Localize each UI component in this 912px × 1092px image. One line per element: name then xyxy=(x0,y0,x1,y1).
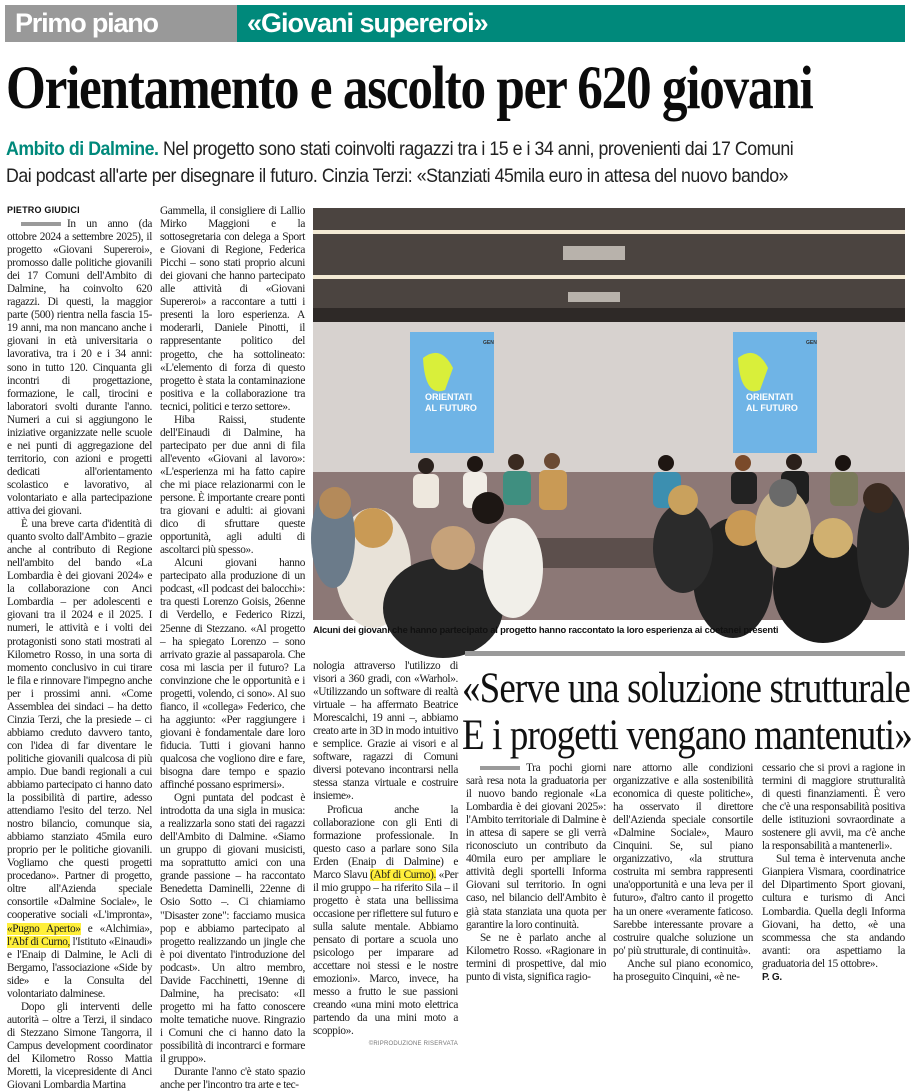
paragraph: Ogni puntata del podcast è introdotta da una sigla in musica: a realizzarla sono stati dei ragazzi dell'Ambito di Dalmine. «Siamo un gruppo di giovani musicisti, ma soprattutto amici con una grande passione – ha raccontato Benedetta Daminelli, 22enne di Osio Sotto –. Ci chiamiamo "Disaster zone": facciamo musica pop e abbiamo partecipato al progetto realizzando un jingle che è poi diventato l'introduzione del podcast». Un altro membro, Davide Facchinetti, 19enne di Dalmine, ha precisato: «Il progetto mi ha fatto conoscere molte tematiche nuove. Ringrazio i Comuni che ci hanno dato la possibilità di incontrarci e formare il gruppo». xyxy=(160,792,305,1066)
subhead-line-2: Dai podcast all'arte per disegnare il futuro. Cinzia Terzi: «Stanziati 45mila euro in attesa del nuovo bando» xyxy=(6,165,789,187)
ceiling-beam xyxy=(313,308,905,322)
paragraph: Anche sul piano economico, ha proseguito Cinquini, «è ne- xyxy=(613,957,753,983)
section-header xyxy=(5,5,905,42)
paragraph: Se ne è parlato anche al Kilometro Rosso. «Ragionare in termini di prospettive, dal mio punto di vista, significa ragio- xyxy=(466,931,606,983)
paragraph: nologia attraverso l'utilizzo di visori a 360 gradi, con «Warhol». «Utilizzando un software di realtà virtuale – ha affermato Beatrice Morescalchi, 19 anni –, abbiamo creato arte in 3D in modo intuitivo e semplice. Grazie ai visori e al software, ragazzi di Comuni diversi potevano incontrarsi nella stessa stanza virtuale e costruire insieme». xyxy=(313,660,458,803)
quote-line-1: «Serve una soluzione strutturale xyxy=(462,665,910,712)
photo-caption: Alcuni dei giovani che hanno partecipato al progetto hanno raccontato la loro esperienza ai coetanei presenti xyxy=(313,624,779,635)
byline: PIETRO GIUDICI xyxy=(7,205,80,215)
paragraph: In un anno (da ottobre 2024 a settembre 2025), il progetto «Giovani Supereroi», promosso dalle politiche giovanili dei 17 Comuni dell'Ambito di Dalmine, ha coinvolto 620 ragazzi. Di questi, la maggior parte (500) rientra nella fascia 15-19 anni, ma non mancano anche i giovani in età universitaria o lavorativa, tra i 20 e i 34 anni: sono in tutto 120. Cinquanta gli incontri di progettazione, formazione, le call, tirocini e laboratori svolti durante l'anno. Numeri a cui si aggiungono le iniziative organizzate nelle scuole e nei punti di aggregazione del territorio, con azioni e progetti dedicati all'orientamento scolastico e lavorativo, al volontariato e alla partecipazione attiva dei giovani. xyxy=(7,218,152,518)
quote-line-2: E i progetti vengano mantenuti» xyxy=(462,712,912,759)
subhead-lead: Ambito di Dalmine. xyxy=(6,138,159,160)
copyright-notice: ©RIPRODUZIONE RISERVATA xyxy=(368,1041,458,1048)
screen-title: AL FUTURO xyxy=(746,403,798,413)
screen-title: AL FUTURO xyxy=(425,403,477,413)
article-column-2 xyxy=(160,205,305,1092)
sidebar-column-2 xyxy=(613,762,753,984)
author-signature: P. G. xyxy=(762,971,782,983)
paragraph: Sul tema è intervenuta anche Gianpiera Vismara, coordinatrice del Dipartimento Sport giovani, cultura e turismo di Anci Lombardia. Quella degli Informa Giovani, ha detto, «è una scommessa che sta andando avanti: ora aspettiamo la graduatoria del 15 ottobre». xyxy=(762,853,905,970)
subhead-line-1: Nel progetto sono stati coinvolti ragazzi tra i 15 e i 34 anni, provenienti dai 17 Comuni xyxy=(158,138,794,160)
lead-bar xyxy=(21,222,61,226)
ceiling-vent xyxy=(568,292,620,302)
paragraph: Hiba Raissi, studente dell'Einaudi di Dalmine, ha partecipato per due anni di fila all'evento «Giovani al lavoro»: «L'esperienza mi ha fatto capire che mi piace relazionarmi con le persone. È importante creare ponti tra giovani e adulti: ai giovani dico di sfruttare queste opportunità, agli adulti di ascoltarci più spesso». xyxy=(160,413,305,557)
screen-title: ORIENTATI xyxy=(425,392,473,402)
paragraph xyxy=(313,804,458,1039)
paragraph-text: «Per il mio gruppo – ha riferito Sila – il progetto è stata una bellissima occasione per riflettere sul futuro e sulla salute mentale. Abbiamo pensato di portare a scuola uno psicologo per imparare ad accettare noi stessi e le nostre emozioni». Marco, invece, ha messo a frutto le sue passioni creando «una mini moto elettrica partendo da una mini moto a scoppio». xyxy=(313,868,458,1038)
projection-screen-right xyxy=(733,332,817,453)
headline: Orientamento e ascolto per 620 giovani xyxy=(6,55,813,122)
paragraph: cessario che si provi a ragione in termini di maggiore strutturalità di questi finanziamenti. È vero che c'è una responsabilità positiva delle istituzioni sovraordinate a sostenere gli avvii, ma c'è anche la responsabilità a mantenerli». xyxy=(762,762,905,853)
screen-title: ORIENTATI xyxy=(746,392,794,402)
paragraph: nare attorno alle condizioni organizzative e alla sostenibilità economica di queste politiche», ha osservato il direttore dell'Azienda speciale consortile «Dalmine Sociale», Mauro Cinquini. Se, sul piano organizzativo, «la struttura costruita mi sembra rappresenti una'opportunità e una leva per il futuro», d'altro canto il progetto ha un onere «veramente faticoso. Sarebbe interessante provare a costruire qualche soluzione un po' più strutturale, di continuità». xyxy=(613,762,753,957)
event-photo xyxy=(313,208,905,620)
subheadline xyxy=(6,136,830,190)
paragraph: Gammella, il consigliere di Lallio Mirko Maggioni e la sottosegretaria con delega a Sport e Giovani di Regione, Federica Picchi – sono stati proprio alcuni dei giovani che hanno partecipato alle attività di «Giovani Supereroi» a raccontare a tutti i presenti la loro esperienza. A moderarli, Daniele Pinotti, il rappresentante politico del progetto, che ha sottolineato: «L'elemento di forza di questo progetto è stata la contaminazione positiva e la collaborazione tra tecnici, politici e terzo settore». xyxy=(160,205,305,413)
paragraph: Alcuni giovani hanno partecipato alla produzione di un podcast, «Il podcast dei balocchi»: tra questi Lorenzo Goisis, 26enne di Verdello, e Federico Rizzi, 25enne di Stezzano. «Al progetto – ha spiegato Lorenzo – sono arrivato grazie al passaparola. Che cosa mi lascia per il futuro? La convinzione che le opportunità e i progetti, volendo, ci sono». Al suo fianco, il «collega» Federico, che ha aggiunto: «Per raggiungere i giovani è fondamentale dare loro fiducia. Tutti i giovani hanno qualcosa che vogliono dire e fare, bisogna dare tempo e spazio affinché possano esprimersi». xyxy=(160,557,305,792)
ceiling-vent xyxy=(563,246,625,260)
quote-rule xyxy=(465,651,905,656)
screen-logo: GEN xyxy=(483,340,494,346)
paragraph-text: È una breve carta d'identità di quanto svolto dall'Ambito – grazie anche al contributo di Regione nell'ambito del bando «La Lombardia è dei giovani 2024» e la collaborazione con Anci Lombardia – per adolescenti e giovani tra il 2024 e il 2025. I numeri, le attività e i volti dei protagonisti sono stati mostrati al Kilometro Rosso, in una sorta di momento conclusivo in cui tirare le fila e rinnovare l'impegno anche per i prossimi anni. «Come Assemblea dei sindaci – ha detto Cinzia Terzi, che la presiede – ci abbiamo creduto davvero tanto, con l'idea di far diventare le politiche giovanili qualcosa di più ampio. Due bandi regionali a cui abbiamo partecipato ci hanno dato la possibilità di partire, adesso attendiamo l'esito del terzo. Nel nostro bilancio, comunque sia, abbiamo stanziato 45mila euro proprio per le politiche giovanili. Vogliamo che questi progetti procedano». Partner di progetto, oltre all'Azienda speciale consortile «Dalmine Sociale», le cooperative sociali «L'impronta», xyxy=(7,518,152,922)
sidebar-column-3 xyxy=(762,762,905,984)
highlighted-text: «Pugno Aperto» xyxy=(7,922,81,935)
lead-bar xyxy=(480,766,520,770)
section-label: Primo piano xyxy=(5,5,237,42)
ceiling-light xyxy=(313,275,905,279)
photo-illustration xyxy=(313,208,905,620)
paragraph-text: Proficua anche la collaborazione con gli Enti di formazione professionale. In questo caso a parlare sono Sila Erden (Enaip di Dalmine) e Marco Slavu xyxy=(313,803,458,881)
topic-label: «Giovani supereroi» xyxy=(237,5,905,42)
sidebar-quote-headline xyxy=(462,665,912,759)
stage xyxy=(533,538,663,568)
paragraph-text: l'Istituto «Einaudi» e l'Enaip di Dalmine, le Acli di Bergamo, l'associazione «Side by side» e la Consulta del volontariato dalminese. xyxy=(7,935,153,1000)
article-column-3 xyxy=(313,660,458,1051)
highlighted-text: l'Abf di Curno, xyxy=(7,935,71,948)
paragraph xyxy=(7,518,152,1001)
ceiling-light xyxy=(313,230,905,234)
screen-logo: GEN xyxy=(806,340,817,346)
article-column-1 xyxy=(7,218,152,1092)
paragraph-text: e «Alchimia», xyxy=(80,922,152,935)
sidebar-column-1 xyxy=(466,762,606,984)
paragraph: Durante l'anno c'è stato spazio anche per l'incontro tra arte e tec- xyxy=(160,1066,305,1092)
projection-screen-left xyxy=(410,332,494,453)
paragraph: Tra pochi giorni sarà resa nota la graduatoria per il nuovo bando regionale «La Lombardia è dei giovani 2025»: l'Ambito territoriale di Dalmine è in attesa di sapere se gli verrà riconosciuto un contributo da 40mila euro per ampliare le attività degli sportelli Informa Giovani sul territorio. In ogni caso, nel bilancio dell'Ambito è già stata stanziata una quota per garantire la loro continuità. xyxy=(466,762,606,931)
highlighted-text: (Abf di Curno). xyxy=(370,868,436,881)
paragraph: Dopo gli interventi delle autorità – oltre a Terzi, il sindaco di Stezzano Simone Tangorra, il Campus development coordinator del Kilometro Rosso Mattia Moretti, la vicepresidente di Anci Giovani Lombardia Martina xyxy=(7,1000,152,1092)
